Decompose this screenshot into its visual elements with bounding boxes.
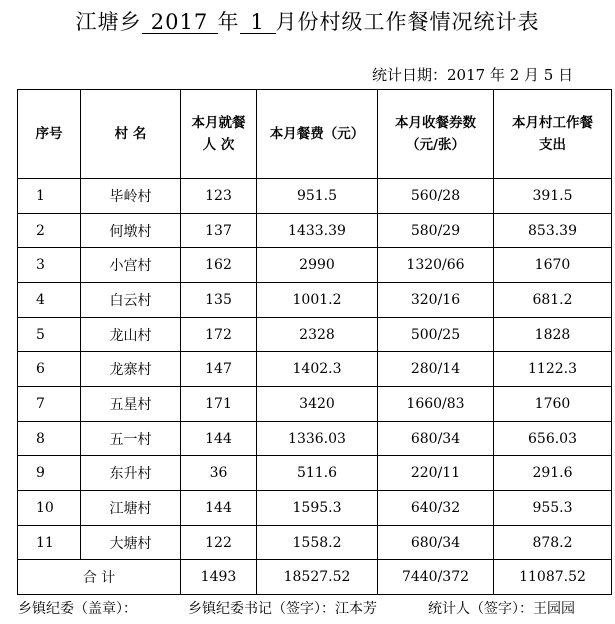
total-row xyxy=(18,560,612,595)
cell-vouchers: 500/25 xyxy=(378,317,494,352)
cell-vouchers: 560/28 xyxy=(378,179,494,214)
cell-village: 五星村 xyxy=(81,387,181,422)
cell-seq: 7 xyxy=(18,387,81,422)
page-title xyxy=(0,6,615,36)
cell-expense: 1670 xyxy=(494,248,612,283)
cell-village: 小宫村 xyxy=(81,248,181,283)
header-seq: 序号 xyxy=(18,90,81,179)
header-meals-line1: 本月就餐 xyxy=(191,115,246,132)
cell-vouchers: 1660/83 xyxy=(378,387,494,422)
table-row xyxy=(18,387,612,422)
title-suffix: 月份村级工作餐情况统计表 xyxy=(275,10,540,34)
cell-vouchers: 1320/66 xyxy=(378,248,494,283)
table-row xyxy=(18,213,612,248)
cell-seq: 9 xyxy=(18,456,81,491)
footer-statistician: 统计人（签字）：王园园 xyxy=(428,601,575,617)
cell-seq: 3 xyxy=(18,248,81,283)
header-vouchers-line1: 本月收餐券数 xyxy=(395,115,476,132)
cell-seq: 11 xyxy=(18,525,81,560)
cell-expense: 955.3 xyxy=(494,491,612,526)
cell-village: 白云村 xyxy=(81,283,181,318)
cell-meals: 144 xyxy=(181,491,257,526)
cell-cost: 1336.03 xyxy=(257,421,378,456)
header-village: 村 名 xyxy=(81,90,181,179)
title-month: 1 xyxy=(240,11,276,34)
total-cost: 18527.52 xyxy=(257,560,378,595)
header-meals xyxy=(181,90,257,179)
table-row xyxy=(18,491,612,526)
cell-meals: 135 xyxy=(181,283,257,318)
table-row xyxy=(18,525,612,560)
cell-seq: 8 xyxy=(18,421,81,456)
header-vouchers-line2: （元/张） xyxy=(406,137,465,154)
footer-committee: 乡镇纪委（盖章）： xyxy=(18,601,137,617)
cell-seq: 1 xyxy=(18,179,81,214)
cell-village: 何墩村 xyxy=(81,213,181,248)
cell-meals: 144 xyxy=(181,421,257,456)
cell-meals: 123 xyxy=(181,179,257,214)
header-expense-line2: 支出 xyxy=(539,137,566,154)
table-row xyxy=(18,317,612,352)
cell-vouchers: 680/34 xyxy=(378,525,494,560)
cell-cost: 2328 xyxy=(257,317,378,352)
cell-expense: 1828 xyxy=(494,317,612,352)
cell-village: 江塘村 xyxy=(81,491,181,526)
cell-expense: 681.2 xyxy=(494,283,612,318)
cell-expense: 1122.3 xyxy=(494,352,612,387)
cell-vouchers: 680/34 xyxy=(378,421,494,456)
table-row xyxy=(18,352,612,387)
cell-cost: 511.6 xyxy=(257,456,378,491)
cell-seq: 6 xyxy=(18,352,81,387)
table-row xyxy=(18,283,612,318)
footer-secretary: 乡镇纪委书记（签字）：江本芳 xyxy=(188,601,377,617)
cell-seq: 2 xyxy=(18,213,81,248)
table-row xyxy=(18,456,612,491)
cell-vouchers: 320/16 xyxy=(378,283,494,318)
table-body xyxy=(18,179,612,560)
cell-cost: 3420 xyxy=(257,387,378,422)
cell-village: 龙寨村 xyxy=(81,352,181,387)
table-row xyxy=(18,179,612,214)
title-town: 江塘乡 xyxy=(75,10,142,34)
cell-village: 毕岭村 xyxy=(81,179,181,214)
header-expense-line1: 本月村工作餐 xyxy=(512,115,593,132)
total-vouchers: 7440/372 xyxy=(378,560,494,595)
cell-vouchers: 280/14 xyxy=(378,352,494,387)
cell-meals: 147 xyxy=(181,352,257,387)
header-cost: 本月餐费（元） xyxy=(257,90,378,179)
table-row xyxy=(18,248,612,283)
total-expense: 11087.52 xyxy=(494,560,612,595)
table-header-row xyxy=(18,90,612,179)
stat-date: 统计日期：2017 年 2 月 5 日 xyxy=(372,66,574,84)
cell-meals: 172 xyxy=(181,317,257,352)
cell-village: 龙山村 xyxy=(81,317,181,352)
stats-table xyxy=(17,89,612,595)
title-year-suffix: 年 xyxy=(217,10,240,34)
cell-cost: 2990 xyxy=(257,248,378,283)
cell-meals: 36 xyxy=(181,456,257,491)
cell-cost: 1433.39 xyxy=(257,213,378,248)
title-year: 2017 xyxy=(142,11,218,34)
cell-cost: 1595.3 xyxy=(257,491,378,526)
cell-cost: 1402.3 xyxy=(257,352,378,387)
cell-meals: 122 xyxy=(181,525,257,560)
cell-expense: 391.5 xyxy=(494,179,612,214)
table-row xyxy=(18,421,612,456)
cell-cost: 1001.2 xyxy=(257,283,378,318)
cell-village: 大塘村 xyxy=(81,525,181,560)
total-meals: 1493 xyxy=(181,560,257,595)
cell-vouchers: 580/29 xyxy=(378,213,494,248)
cell-expense: 1760 xyxy=(494,387,612,422)
cell-meals: 137 xyxy=(181,213,257,248)
cell-seq: 4 xyxy=(18,283,81,318)
cell-vouchers: 220/11 xyxy=(378,456,494,491)
cell-expense: 878.2 xyxy=(494,525,612,560)
header-expense xyxy=(494,90,612,179)
cell-seq: 10 xyxy=(18,491,81,526)
cell-expense: 656.03 xyxy=(494,421,612,456)
cell-expense: 853.39 xyxy=(494,213,612,248)
total-label: 合 计 xyxy=(18,560,181,595)
cell-cost: 1558.2 xyxy=(257,525,378,560)
cell-village: 五一村 xyxy=(81,421,181,456)
cell-village: 东升村 xyxy=(81,456,181,491)
header-vouchers xyxy=(378,90,494,179)
cell-vouchers: 640/32 xyxy=(378,491,494,526)
cell-cost: 951.5 xyxy=(257,179,378,214)
cell-meals: 171 xyxy=(181,387,257,422)
header-meals-line2: 人 次 xyxy=(202,137,235,154)
cell-seq: 5 xyxy=(18,317,81,352)
cell-expense: 291.6 xyxy=(494,456,612,491)
cell-meals: 162 xyxy=(181,248,257,283)
